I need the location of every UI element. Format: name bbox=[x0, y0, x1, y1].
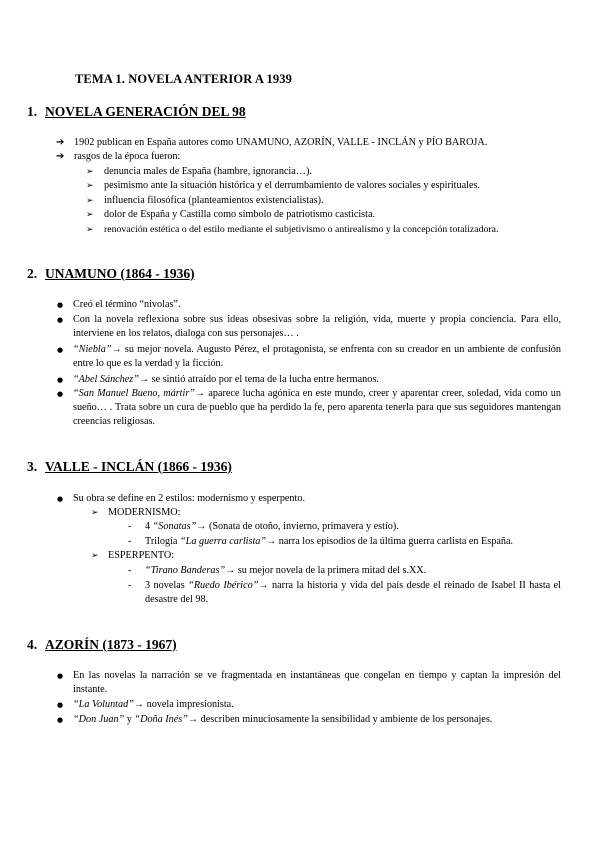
list-item: Su obra se define en 2 estilos: modernismo y esperpento. bbox=[73, 493, 305, 504]
sub-list-item: 4 “Sonatas”→ (Sonata de otoño, invierno, primavera y estío). bbox=[145, 521, 399, 532]
sub-list-item: pesimismo ante la situación histórica y el derrumbamiento de valores sociales y espirituales. bbox=[104, 180, 480, 191]
triangle-icon: ➢ bbox=[86, 225, 94, 235]
dash-icon: - bbox=[128, 565, 132, 576]
list-item: 1902 publican en España autores como UNAMUNO, AZORÍN, VALLE - INCLÁN y PÍO BAROJA. bbox=[74, 137, 488, 148]
dash-icon: - bbox=[128, 580, 132, 591]
list-item: “La Voluntad”→ novela impresionista. bbox=[73, 699, 234, 710]
bullet-icon: ● bbox=[57, 301, 64, 309]
list-item: rasgos de la época fueron: bbox=[74, 151, 181, 162]
sub-list-item: 3 novelas “Ruedo Ibérico”→ narra la historia y vida del país desde el reinado de Isabel II hasta el desastre del 98. bbox=[145, 580, 561, 605]
triangle-icon: ➢ bbox=[86, 210, 94, 220]
list-item: Con la novela reflexiona sobre sus ideas obsesivas sobre la religión, vida, muerte y propia conciencia. Para ello, interviene en los relatos, dialoga con sus personajes… . bbox=[73, 314, 561, 339]
triangle-icon: ➢ bbox=[91, 508, 99, 518]
section-heading-4: 4. AZORÍN (1873 - 1967) bbox=[27, 637, 177, 652]
sub-list-item: renovación estética o del estilo mediante el subjetivismo o antirealismo y la concepción totalizadora. bbox=[104, 224, 499, 235]
triangle-icon: ➢ bbox=[86, 167, 94, 177]
sub-list-item: dolor de España y Castilla como símbolo de patriotismo casticista. bbox=[104, 209, 376, 220]
sub-heading: ESPERPENTO: bbox=[108, 550, 175, 561]
triangle-icon: ➢ bbox=[86, 181, 94, 191]
bullet-icon: ● bbox=[57, 390, 64, 398]
list-item: En las novelas la narración se ve fragmentada en instantáneas que congelan en tiempo y captan la impresión del instante. bbox=[73, 670, 561, 695]
list-item: “Niebla”→ su mejor novela. Augusto Pérez, el protagonista, se enfrenta con su creador en un ambiente de confusión entre lo que es la verdad y la ficción. bbox=[73, 344, 561, 369]
bullet-icon: ● bbox=[57, 376, 64, 384]
arrow-icon: ➔ bbox=[56, 151, 65, 162]
dash-icon: - bbox=[128, 521, 132, 532]
sub-list-item: denuncia males de España (hambre, ignorancia…). bbox=[104, 166, 312, 177]
sub-list-item: “Tirano Banderas”→ su mejor novela de la primera mitad del s.XX. bbox=[145, 565, 427, 576]
list-item: “Abel Sánchez”→ se sintió atraído por el tema de la lucha entre hermanos. bbox=[73, 374, 379, 385]
triangle-icon: ➢ bbox=[86, 196, 94, 206]
list-item: Creó el término “nivolas”. bbox=[73, 299, 181, 310]
bullet-icon: ● bbox=[57, 701, 64, 709]
bullet-icon: ● bbox=[57, 316, 64, 324]
list-item: “Don Juan” y “Doña Inés”→ describen minuciosamente la sensibilidad y ambiente de los personajes. bbox=[73, 714, 493, 725]
document-title: TEMA 1. NOVELA ANTERIOR A 1939 bbox=[75, 72, 292, 86]
triangle-icon: ➢ bbox=[91, 551, 99, 561]
arrow-icon: ➔ bbox=[56, 137, 65, 148]
bullet-icon: ● bbox=[57, 346, 64, 354]
sub-heading: MODERNISMO: bbox=[108, 507, 181, 518]
section-heading-1: 1. NOVELA GENERACIÓN DEL 98 bbox=[27, 104, 246, 119]
bullet-icon: ● bbox=[57, 495, 64, 503]
bullet-icon: ● bbox=[57, 716, 64, 724]
sub-list-item: influencia filosófica (planteamientos existencialistas). bbox=[104, 195, 324, 206]
list-item: “San Manuel Bueno, mártir”→ aparece lucha agónica en este mundo, creer y aparentar creer, soledad, vida como un sueño… . Trata sobre un cura de pueblo que ha perdido la fe, pero aparenta tenerla para que sus seguidores mantengan creencias religiosas. bbox=[73, 388, 561, 427]
sub-list-item: Trilogía “La guerra carlista”→ narra los episodios de la última guerra carlista en España. bbox=[145, 536, 514, 547]
dash-icon: - bbox=[128, 536, 132, 547]
section-heading-3: 3. VALLE - INCLÁN (1866 - 1936) bbox=[27, 459, 232, 474]
bullet-icon: ● bbox=[57, 672, 64, 680]
section-heading-2: 2. UNAMUNO (1864 - 1936) bbox=[27, 266, 195, 281]
